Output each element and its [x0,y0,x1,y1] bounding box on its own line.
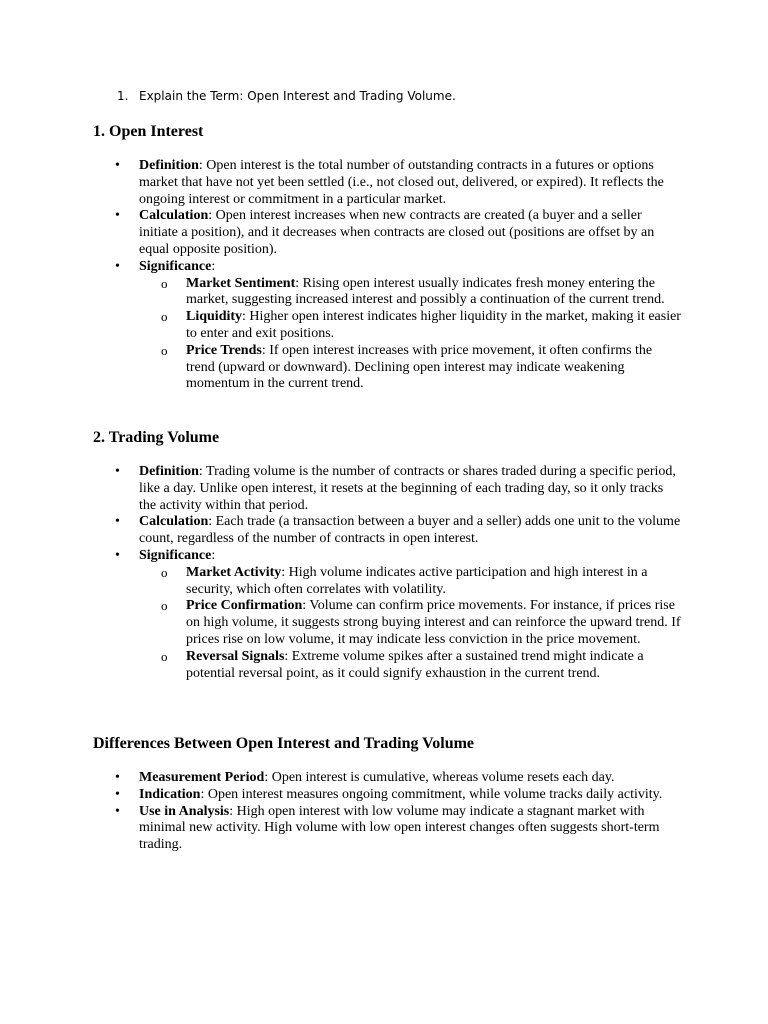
circle-bullet-icon: o [161,648,168,664]
circle-bullet-icon: o [161,564,168,580]
subitem-term: Price Confirmation [186,598,303,614]
item-text: : High open interest with low volume may indicate a stagnant market with minimal new activity. High volume with low open interest changes often suggests short-term trading. [139,803,660,853]
bullet-icon: • [115,258,120,274]
bullet-icon: • [115,786,120,802]
question-line [117,88,456,104]
bullet-icon: • [115,770,120,785]
section-heading-differences: Differences Between Open Interest and Trading Volume [93,735,475,752]
item-text: : Each trade (a transaction between a buyer and a seller) adds one unit to the volume count, regardless of the number of contracts in open interest. [139,514,681,547]
list-item [93,787,683,804]
circle-bullet-icon: o [161,275,168,291]
trading-volume-list [93,464,683,682]
list-item [93,208,683,258]
bullet-icon: • [115,464,120,479]
circle-bullet-icon: o [161,598,168,614]
open-interest-list [93,158,683,393]
item-text: : [211,547,216,563]
subitem-text: : Higher open interest indicates higher liquidity in the market, making it easier to enter and exit positions. [186,309,681,341]
subitem-text: : Extreme volume spikes after a sustained trend might indicate a potential reversal point, as it could signify exhaustion in the current trend. [186,648,644,681]
sublist-item [139,598,683,648]
item-text: : Trading volume is the number of contracts or shares traded during a specific period, like a day. Unlike open interest, it resets at the beginning of each trading day, so it only tracks the activity within that period. [139,464,676,513]
item-text: : Open interest measures ongoing commitment, while volume tracks daily activity. [200,786,663,802]
sublist-item [139,343,683,393]
item-term: Calculation [139,514,209,530]
item-term: Definition [139,464,199,479]
bullet-icon: • [115,547,120,563]
question-text: Explain the Term: Open Interest and Trading Volume. [139,89,456,103]
item-term: Significance [139,258,212,274]
subitem-term: Reversal Signals [186,648,285,664]
significance-sublist [139,565,683,683]
item-text: : [211,258,216,274]
item-text: : Open interest is cumulative, whereas volume resets each day. [264,770,615,785]
sublist-item [139,309,683,343]
subitem-text: : Volume can confirm price movements. For instance, if prices rise on high volume, it suggests strong buying interest and can reinforce the upward trend. If prices rise on low volume, it may indicate less conviction in the price movement. [186,598,681,647]
section-heading-trading-volume: 2. Trading Volume [93,429,220,446]
subitem-text: : Rising open interest usually indicates fresh money entering the market, suggesting increased interest and possibly a continuation of the current trend. [186,275,665,308]
list-item [93,770,683,787]
item-text: : Open interest increases when new contracts are created (a buyer and a seller initiate a position), and it decreases when contracts are closed out (positions are offset by an equal opposite position). [139,208,655,257]
subitem-term: Price Trends [186,342,262,358]
item-text: : Open interest is the total number of outstanding contracts in a futures or options market that have not yet been settled (i.e., not closed out, delivered, or expired). It reflects the ongoing interest or commitment in a particular market. [139,158,664,207]
list-item [93,158,683,208]
list-item [93,259,683,393]
bullet-icon: • [115,208,120,224]
circle-bullet-icon: o [161,342,168,358]
significance-sublist [139,276,683,394]
bullet-icon: • [115,514,120,530]
subitem-text: : High volume indicates active participation and high interest in a security, which often correlates with volatility. [186,564,648,597]
item-term: Definition [139,158,199,173]
subitem-text: : If open interest increases with price movement, it often confirms the trend (upward or downward). Declining open interest may indicate weakening momentum in the current trend. [186,342,653,392]
sublist-item [139,276,683,310]
sublist-item [139,649,683,683]
circle-bullet-icon: o [161,309,168,325]
bullet-icon: • [115,803,120,819]
sublist-item [139,565,683,599]
subitem-term: Market Sentiment [186,275,296,291]
list-item [93,804,683,854]
item-term: Significance [139,547,212,563]
subitem-term: Market Activity [186,564,282,580]
item-term: Use in Analysis [139,803,230,819]
bullet-icon: • [115,158,120,173]
item-term: Indication [139,786,201,802]
list-item [93,548,683,682]
list-item [93,464,683,514]
subitem-term: Liquidity [186,309,243,325]
differences-list [93,770,683,854]
list-item [93,514,683,548]
item-term: Calculation [139,208,209,224]
section-heading-open-interest: 1. Open Interest [93,123,204,140]
item-term: Measurement Period [139,770,265,785]
question-number: 1. [117,89,129,103]
